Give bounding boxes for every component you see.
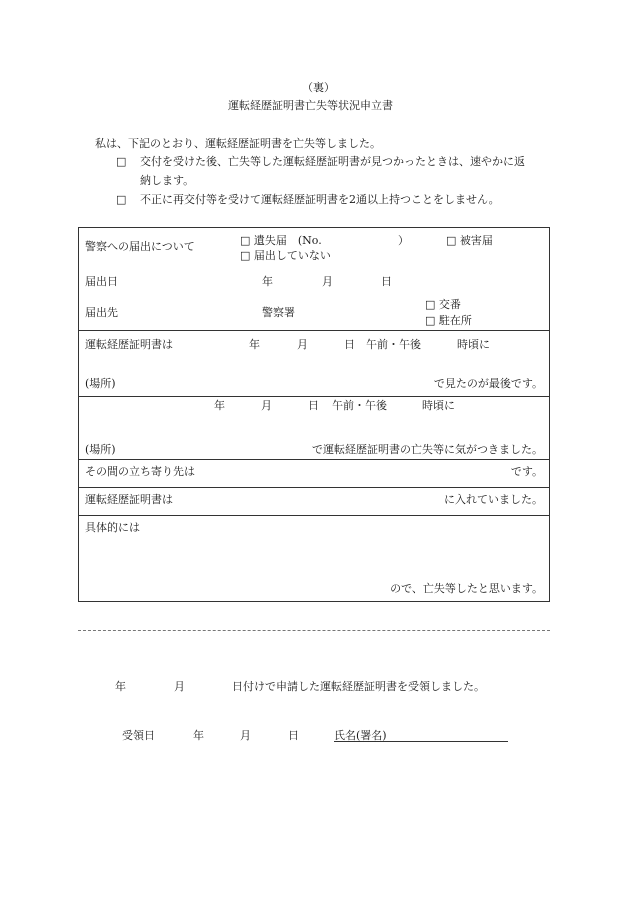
- police-station-unit: 警察署: [262, 306, 295, 319]
- report-year-unit: 年: [262, 275, 273, 288]
- row-divider: [78, 459, 550, 460]
- received-day-unit: 日: [288, 729, 299, 742]
- row-divider: [78, 396, 550, 397]
- receipt-applied-text: 日付けで申請した運転経歴証明書を受領しました。: [232, 680, 485, 693]
- item1-checkbox[interactable]: □: [116, 155, 127, 168]
- row-divider: [78, 330, 550, 331]
- stops-suffix: です。: [510, 465, 543, 478]
- item1-text: 交付を受けた後、亡失等した運転経歴証明書が見つかったときは、速やかに返: [140, 155, 525, 168]
- back-side-label: （裏）: [302, 81, 335, 94]
- last-seen-year-unit: 年: [249, 338, 260, 351]
- form-box: [78, 227, 550, 602]
- noticed-year-unit: 年: [214, 399, 225, 412]
- noticed-time-suffix: 時頃に: [422, 399, 455, 412]
- receipt-year-unit: 年: [115, 680, 126, 693]
- koban-option[interactable]: □ 交番: [425, 298, 461, 311]
- noticed-ampm: 午前・午後: [332, 399, 387, 412]
- last-seen-suffix: で見たのが最後です。: [433, 377, 543, 390]
- received-month-unit: 月: [240, 729, 251, 742]
- item2-checkbox[interactable]: □: [116, 193, 127, 206]
- last-seen-day-unit: 日: [344, 338, 355, 351]
- last-seen-ampm: 午前・午後: [366, 338, 421, 351]
- not-reported-option[interactable]: □ 届出していない: [240, 249, 331, 262]
- lost-report-number-close: ）: [398, 234, 409, 247]
- row-divider: [78, 515, 550, 516]
- item2-text: 不正に再交付等を受けて運転経歴証明書を2通以上持つことをしません。: [140, 193, 500, 206]
- specifics-suffix: ので、亡失等したと思います。: [390, 582, 543, 595]
- report-month-unit: 月: [322, 275, 333, 288]
- lost-report-option[interactable]: □ 遺失届 (No.: [240, 234, 322, 247]
- last-seen-month-unit: 月: [297, 338, 308, 351]
- cut-line: [78, 630, 550, 631]
- police-report-label: 警察への届出について: [85, 240, 195, 253]
- stops-label: その間の立ち寄り先は: [85, 465, 195, 478]
- noticed-place-label: (場所): [85, 443, 116, 456]
- kept-suffix: に入れていました。: [444, 493, 543, 506]
- specifics-label: 具体的には: [85, 521, 140, 534]
- report-day-unit: 日: [381, 275, 392, 288]
- chuzaisho-option[interactable]: □ 駐在所: [425, 314, 472, 327]
- item1-text-cont: 納します。: [140, 174, 195, 187]
- report-date-label: 届出日: [85, 275, 118, 288]
- noticed-month-unit: 月: [261, 399, 272, 412]
- receipt-month-unit: 月: [174, 680, 185, 693]
- noticed-day-unit: 日: [308, 399, 319, 412]
- row-divider: [78, 487, 550, 488]
- damage-report-option[interactable]: □ 被害届: [446, 234, 493, 247]
- statement-text: 私は、下記のとおり、運転経歴証明書を亡失等しました。: [95, 137, 381, 150]
- received-date-label: 受領日: [122, 729, 155, 742]
- page-title: 運転経歴証明書亡失等状況申立書: [228, 99, 393, 112]
- received-year-unit: 年: [193, 729, 204, 742]
- signature-line[interactable]: [334, 741, 508, 742]
- last-seen-place-label: (場所): [85, 377, 116, 390]
- last-seen-time-suffix: 時頃に: [457, 338, 490, 351]
- report-dest-label: 届出先: [85, 306, 118, 319]
- last-seen-prefix: 運転経歴証明書は: [85, 338, 173, 351]
- noticed-suffix: で運転経歴証明書の亡失等に気がつきました。: [312, 443, 543, 456]
- kept-prefix: 運転経歴証明書は: [85, 493, 173, 506]
- signature-name-label: 氏名(署名): [334, 729, 387, 742]
